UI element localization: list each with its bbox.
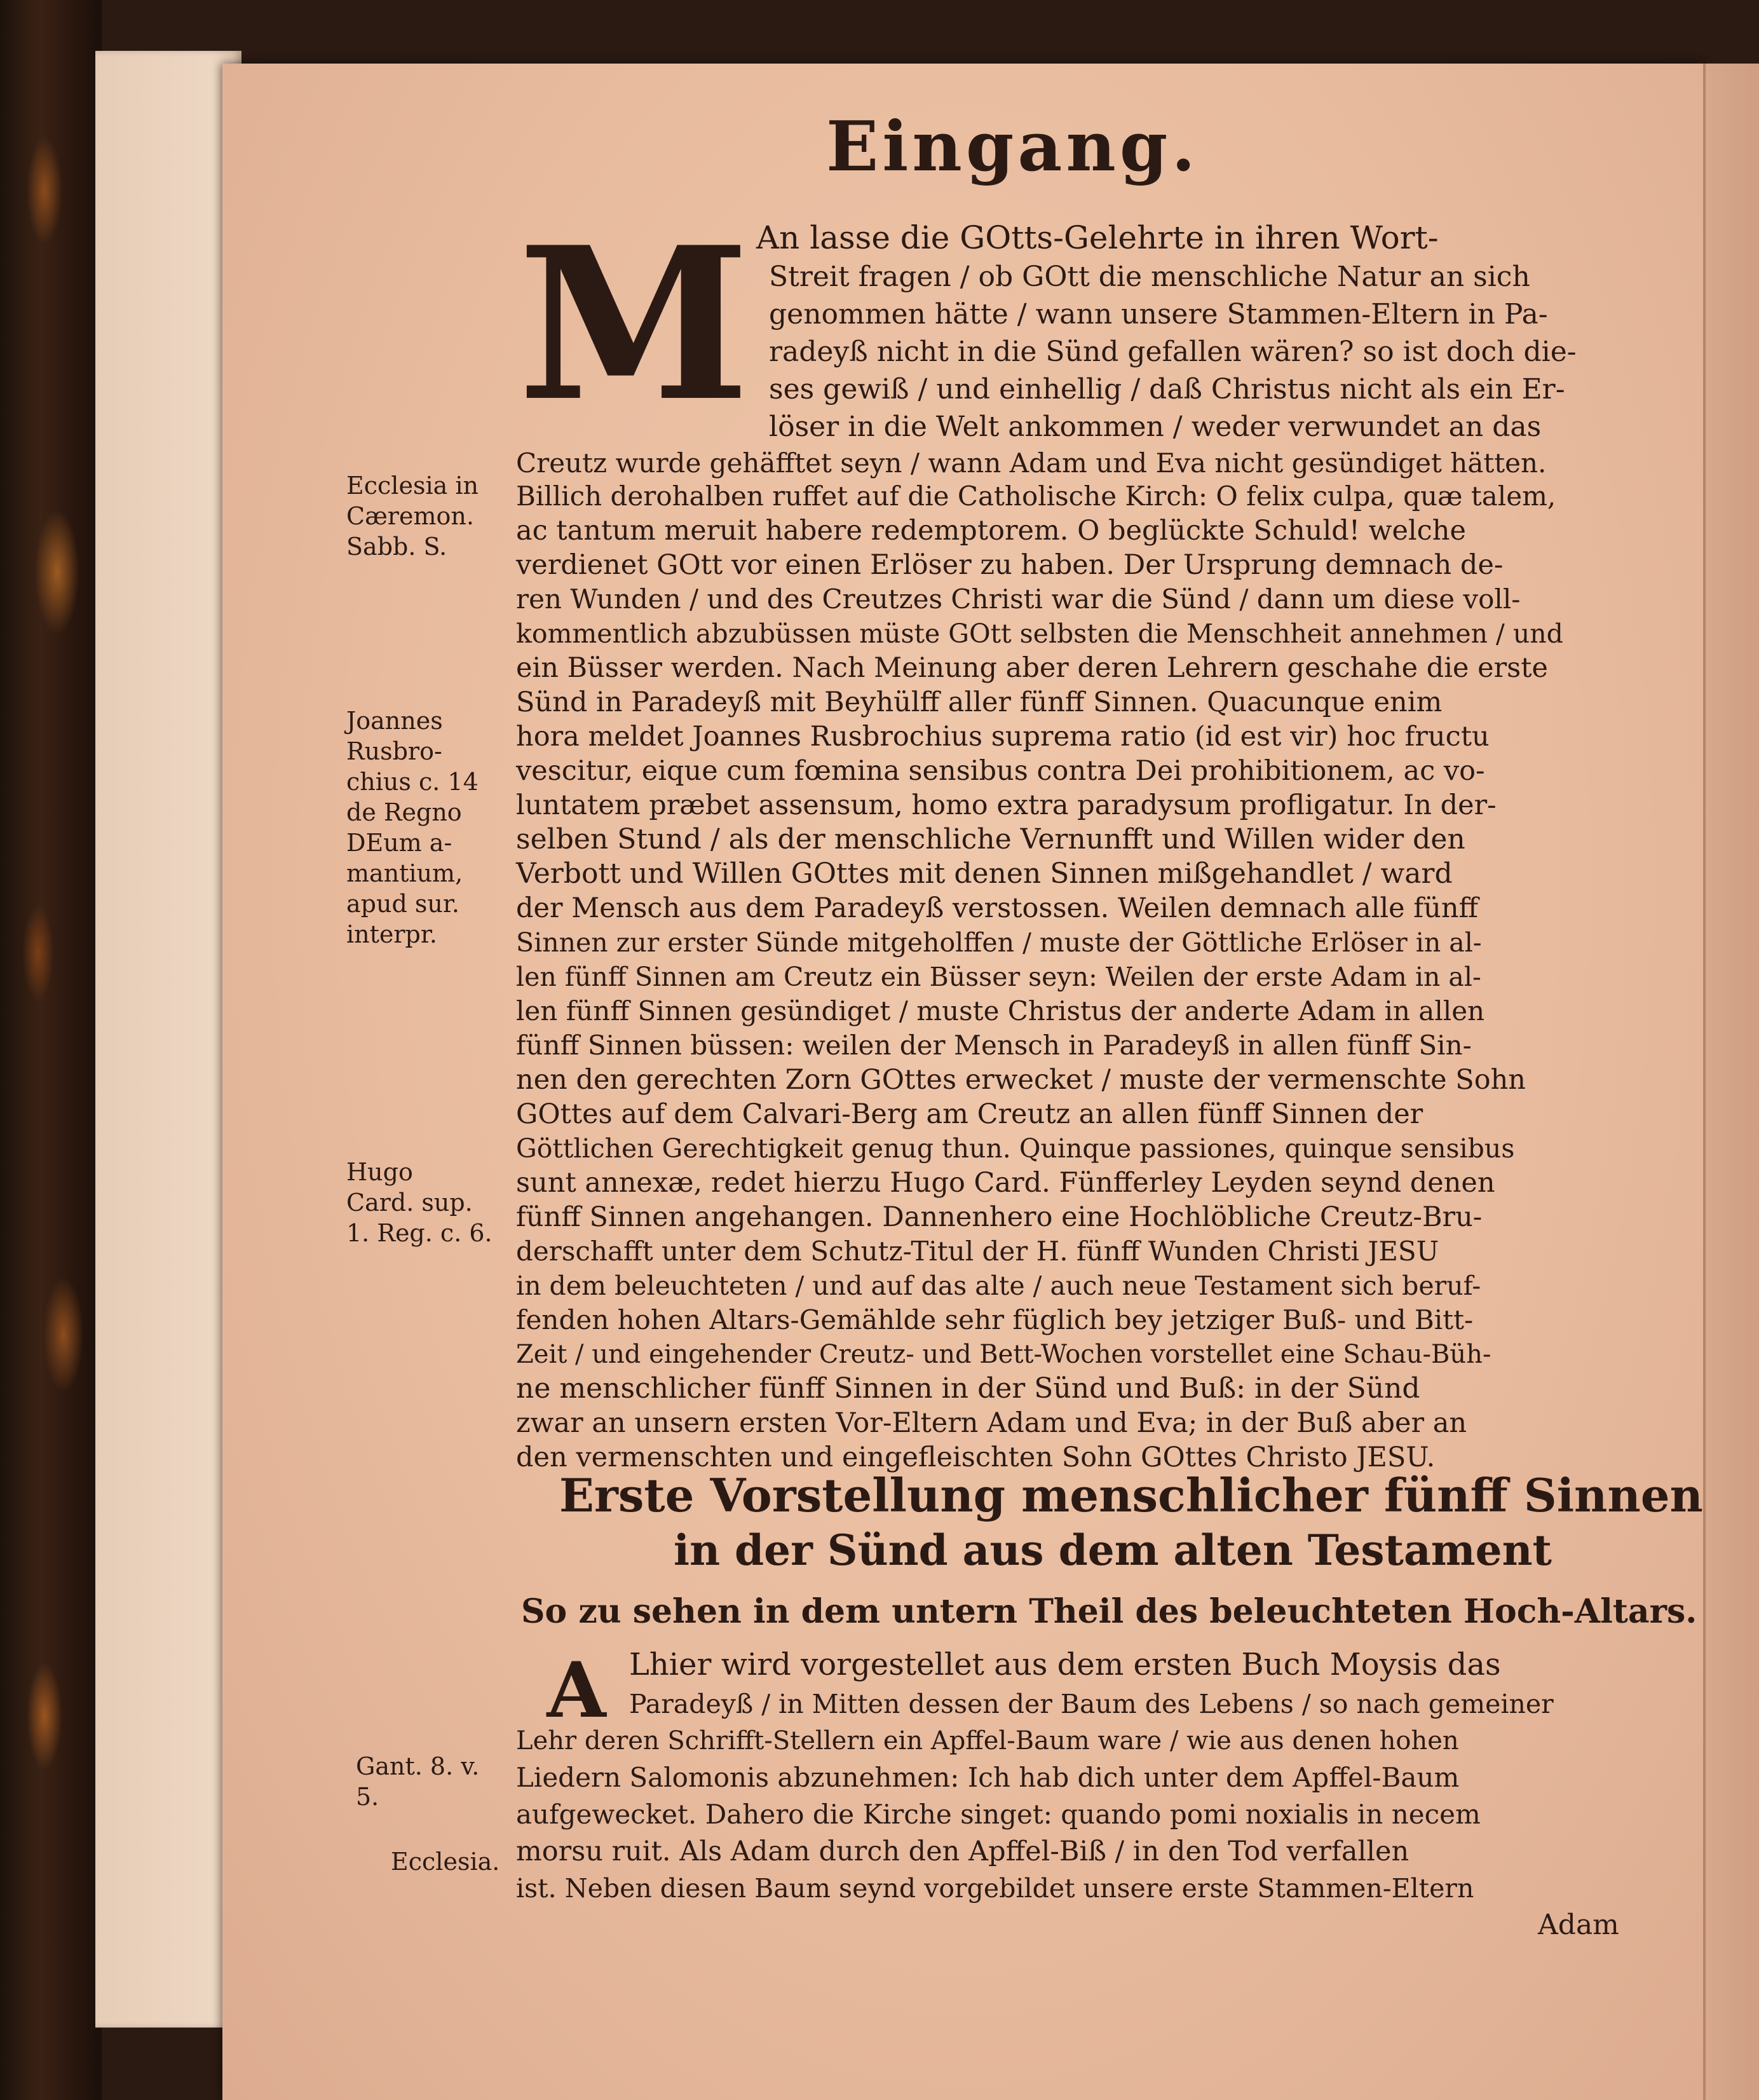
body-line: len fünff Sinnen am Creutz ein Büsser seyn: Weilen der erste Adam in al- [516, 962, 1481, 992]
body-line: vescitur, eique cum fœmina sensibus contra Dei prohibitionem, ac vo- [516, 755, 1485, 787]
body-line: in dem beleuchteten / und auf das alte / auch neue Testament sich beruf- [516, 1271, 1481, 1301]
body-line: nen den gerechten Zorn GOttes erwecket / muste der vermenschte Sohn [516, 1064, 1526, 1096]
body-line: An lasse die GOtts-Gelehrte in ihren Wort- [756, 219, 1439, 256]
body-line: der Mensch aus dem Paradeyß verstossen. Weilen demnach alle fünff [516, 892, 1479, 924]
body-line: len fünff Sinnen gesündiget / muste Christus der anderte Adam in allen [516, 995, 1485, 1026]
body-line: radeyß nicht in die Sünd gefallen wären? so ist doch die- [769, 336, 1577, 368]
body-line: fünff Sinnen büssen: weilen der Mensch in Paradeyß in allen fünff Sin- [516, 1030, 1472, 1061]
drop-cap-letter: M [518, 201, 750, 447]
body-line: Sinnen zur erster Sünde mitgeholffen / muste der Göttliche Erlöser in al- [516, 927, 1482, 958]
body-line: löser in die Welt ankommen / weder verwundet an das [769, 411, 1542, 443]
body-line: verdienet GOtt vor einen Erlöser zu haben. Der Ursprung demnach de- [516, 549, 1504, 581]
section-line: aufgewecket. Dahero die Kirche singet: quando pomi noxialis in necem [516, 1799, 1481, 1830]
body-line: fenden hohen Altars-Gemählde sehr füglich bey jetziger Buß- und Bitt- [516, 1304, 1474, 1335]
catchword: Adam [1538, 1909, 1619, 1941]
body-line: Streit fragen / ob GOtt die menschliche Natur an sich [769, 261, 1530, 293]
body-line: selben Stund / als der menschliche Vernunfft und Willen wider den [516, 823, 1465, 856]
section-line: Liedern Salomonis abzunehmen: Ich hab dich unter dem Apffel-Baum [516, 1762, 1460, 1793]
facing-page-edge [1703, 64, 1759, 2100]
section-title-line-1: Erste Vorstellung menschlicher fünff Sinnen [559, 1468, 1703, 1522]
flyleaf [95, 51, 241, 2028]
body-line: ne menschlicher fünff Sinnen in der Sünd und Buß: in der Sünd [516, 1372, 1420, 1405]
body-line: luntatem præbet assensum, homo extra paradysum profligatur. In der- [516, 789, 1497, 821]
section-subtitle: So zu sehen in dem untern Theil des beleuchteten Hoch-Altars. [521, 1592, 1697, 1631]
body-line: Sünd in Paradeyß mit Beyhülff aller fünff Sinnen. Quacunque enim [516, 686, 1443, 718]
body-line: genommen hätte / wann unsere Stammen-Eltern in Pa- [769, 298, 1548, 331]
margin-note-ecclesia-caeremon: Ecclesia in Cæremon. Sabb. S. [346, 472, 479, 561]
margin-note-hugo-card: Hugo Card. sup. 1. Reg. c. 6. [346, 1158, 492, 1247]
body-line: ren Wunden / und des Creutzes Christi war die Sünd / dann um diese voll- [516, 583, 1521, 615]
section-line: Paradeyß / in Mitten dessen der Baum des Lebens / so nach gemeiner [629, 1689, 1554, 1719]
book-cover-marbled [0, 0, 102, 2100]
section-drop-cap: A [547, 1646, 606, 1735]
margin-note-cant: Gant. 8. v. 5. [356, 1752, 480, 1811]
body-line: kommentlich abzubüssen müste GOtt selbsten die Menschheit annehmen / und [516, 618, 1563, 649]
body-line: ac tantum meruit habere redemptorem. O beglückte Schuld! welche [516, 515, 1466, 547]
body-line: Verbott und Willen GOttes mit denen Sinnen mißgehandlet / ward [516, 857, 1453, 890]
body-line: zwar an unsern ersten Vor-Eltern Adam und Eva; in der Buß aber an [516, 1407, 1467, 1439]
body-line: Göttlichen Gerechtigkeit genug thun. Quinque passiones, quinque sensibus [516, 1133, 1515, 1164]
section-line: morsu ruit. Als Adam durch den Apffel-Biß / in den Tod verfallen [516, 1836, 1409, 1867]
page-heading: Eingang. [826, 107, 1199, 187]
section-line: Lhier wird vorgestellet aus dem ersten Buch Moysis das [629, 1647, 1501, 1682]
ornamental-drop-cap [518, 201, 750, 447]
body-line: ein Büsser werden. Nach Meinung aber deren Lehrern geschahe die erste [516, 652, 1548, 684]
section-line: ist. Neben diesen Baum seynd vorgebildet unsere erste Stammen-Eltern [516, 1873, 1474, 1904]
body-line: sunt annexæ, redet hierzu Hugo Card. Fünfferley Leyden seynd denen [516, 1167, 1495, 1199]
body-line: den vermenschten und eingefleischten Sohn GOttes Christo JESU. [516, 1442, 1436, 1473]
section-line: Lehr deren Schrifft-Stellern ein Apffel-Baum ware / wie aus denen hohen [516, 1726, 1459, 1756]
body-line: GOttes auf dem Calvari-Berg am Creutz an allen fünff Sinnen der [516, 1098, 1423, 1130]
body-line: Creutz wurde gehäfftet seyn / wann Adam und Eva nicht gesündiget hätten. [516, 447, 1547, 479]
margin-note-rusbrochius: Joannes Rusbro- chius c. 14 de Regno DEum a- mantium, apud sur. interpr. [346, 707, 479, 948]
margin-note-ecclesia: Ecclesia. [391, 1848, 500, 1876]
body-line: hora meldet Joannes Rusbrochius suprema ratio (id est vir) hoc fructu [516, 721, 1490, 753]
body-line: ses gewiß / und einhellig / daß Christus nicht als ein Er- [769, 373, 1565, 406]
body-line: derschafft unter dem Schutz-Titul der H. fünff Wunden Christi JESU [516, 1236, 1439, 1267]
body-line: Billich derohalben ruffet auf die Catholische Kirch: O felix culpa, quæ talem, [516, 481, 1556, 512]
body-line: Zeit / und eingehender Creutz- und Bett-Wochen vorstellet eine Schau-Büh- [516, 1340, 1491, 1369]
section-title-line-2: in der Sünd aus dem alten Testament [674, 1525, 1552, 1575]
body-line: fünff Sinnen angehangen. Dannenhero eine Hochlöbliche Creutz-Bru- [516, 1201, 1483, 1233]
